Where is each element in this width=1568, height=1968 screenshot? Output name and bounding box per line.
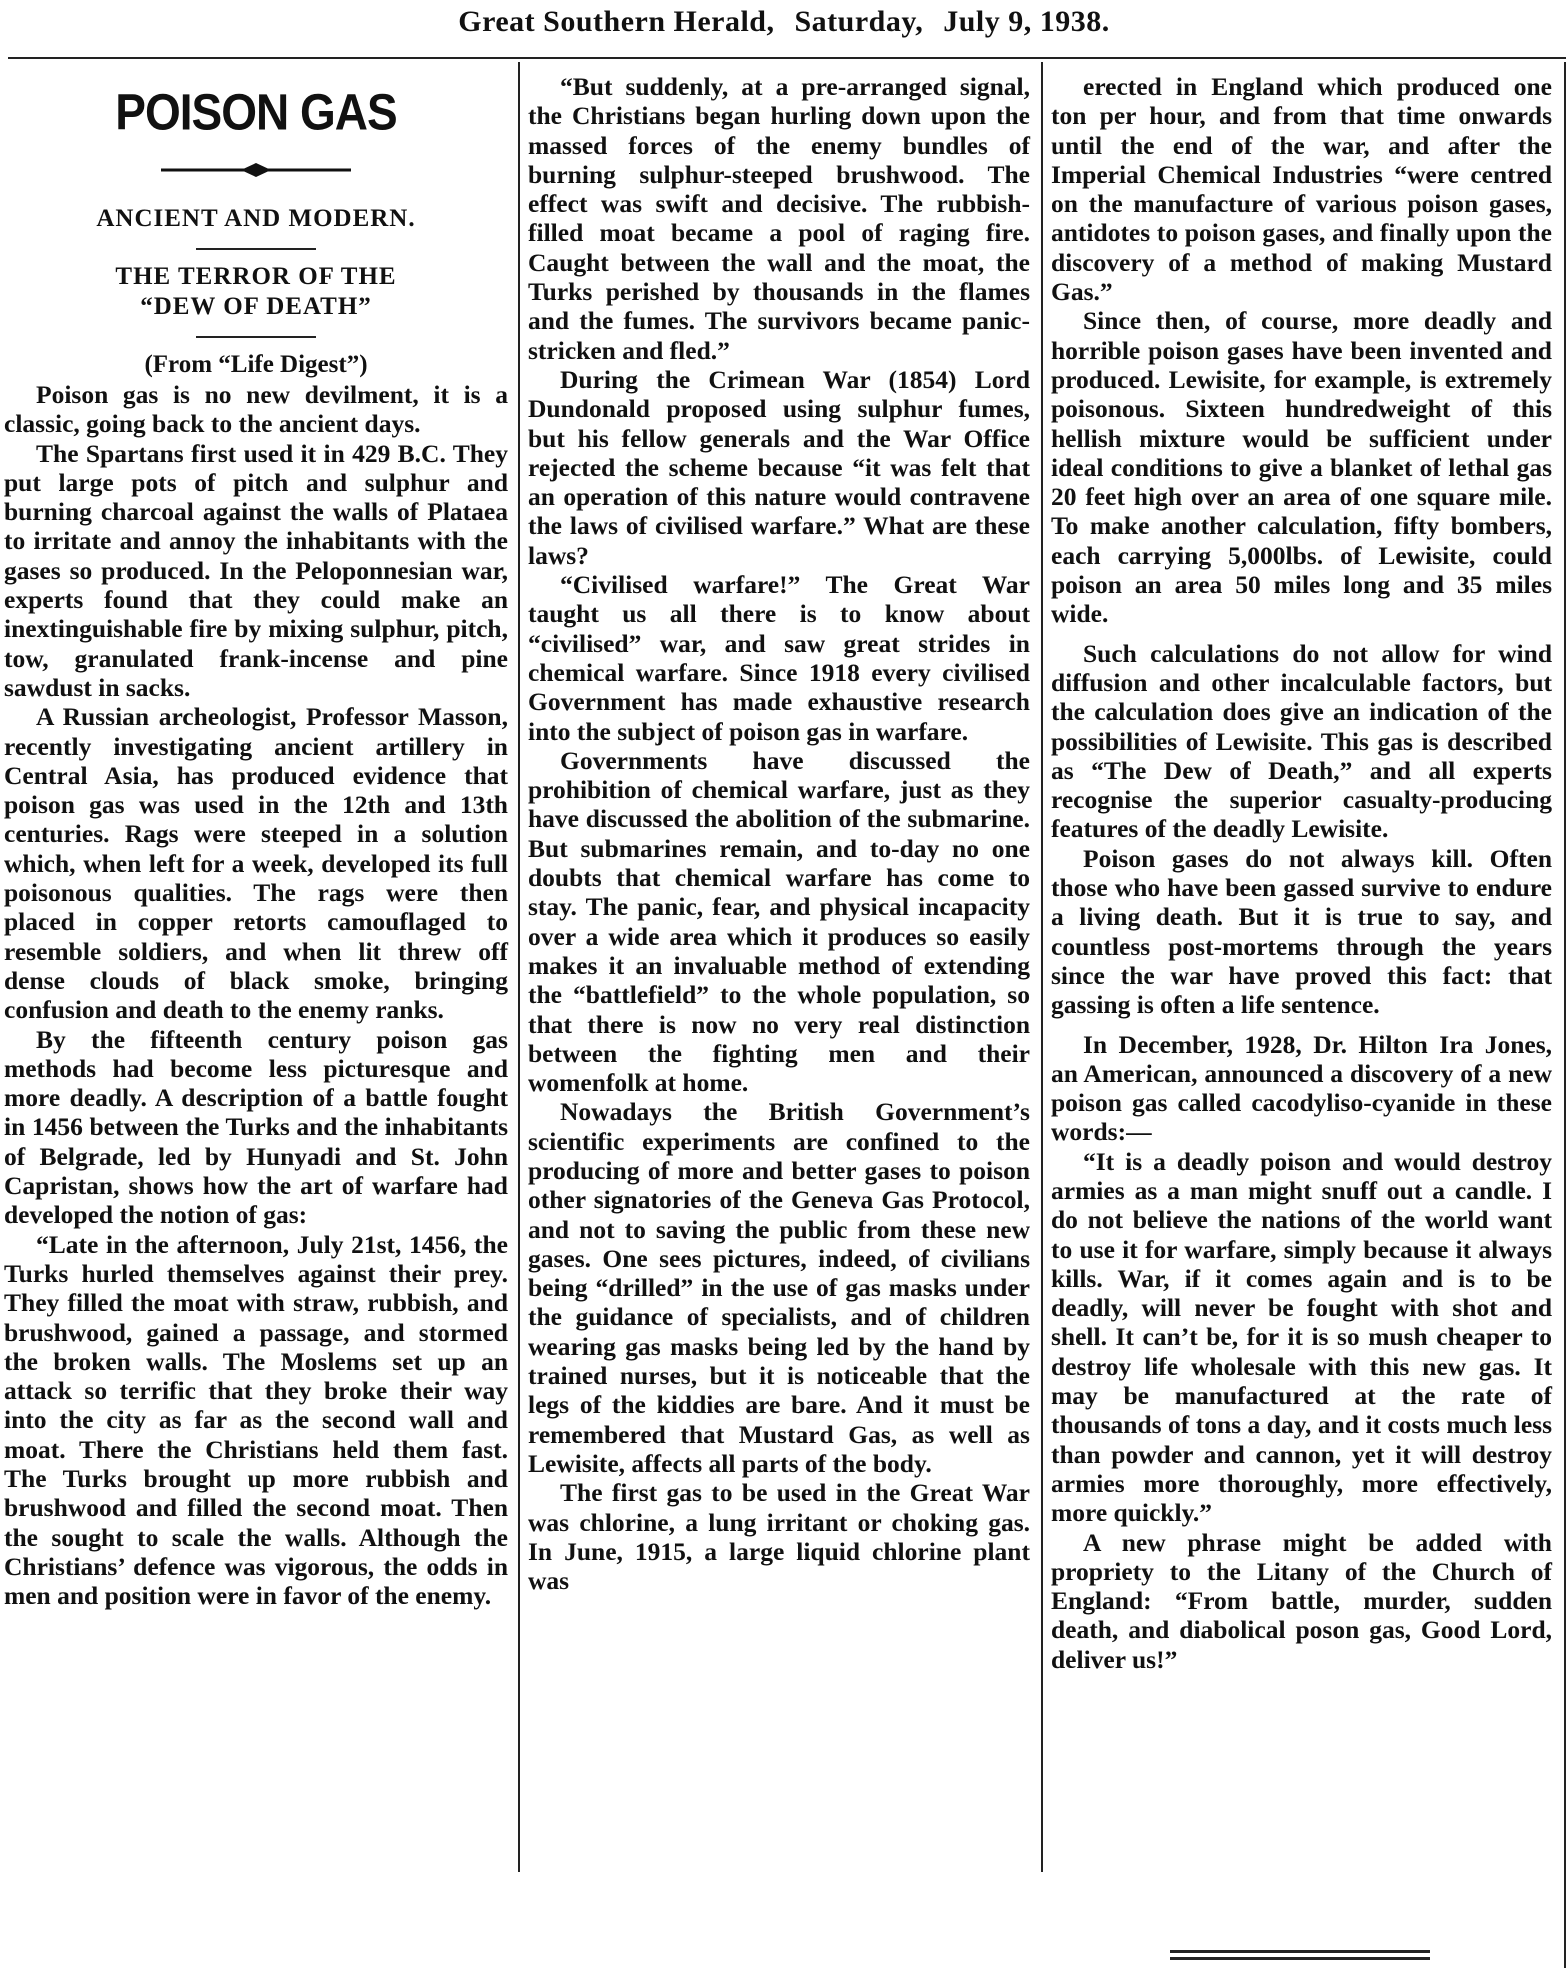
paragraph: By the fifteenth century poison gas methods had become less picturesque and more deadly. A description of a battle fought in 1456 between the Turks and the inhabitants of Belgrade, led by Hunyadi and St. John Capristan, shows how the art of warfare had developed the notion of gas:: [4, 1024, 508, 1230]
paragraph: The Spartans first used it in 429 B.C. They put large pots of pitch and sulphur and burning charcoal against the walls of Plataea to irritate and annoy the inhabitants with the gases so produced. In the Peloponnesian war, experts found that they could make an inextinguishable fire by mixing sulphur, pitch, tow, granulated frank-incense and pine sawdust in sacks.: [4, 438, 508, 702]
column-divider-1: [518, 62, 520, 1872]
subhead-ancient-modern: ANCIENT AND MODERN.: [96, 205, 416, 232]
column-1: [4, 72, 508, 1610]
subhead-divider: [196, 336, 316, 338]
paragraph: During the Crimean War (1854) Lord Dundonald proposed using sulphur fumes, but his fellow generals and the War Office rejected the scheme because “it was felt that an operation of this nature would contravene the laws of civilised warfare.” What are these laws?: [528, 364, 1030, 570]
paragraph: Governments have discussed the prohibition of chemical warfare, just as they have discussed the abolition of the submarine. But submarines remain, and to-day no one doubts that chemical warfare has come to stay. The panic, fear, and physical incapacity over a wide area which it produces so easily makes it an invaluable method of extending the “battlefield” to the whole population, so that there is now no very real distinction between the fighting men and their womenfolk at home.: [528, 745, 1030, 1098]
masthead-paper-name: Great Southern Herald,: [458, 5, 775, 38]
ornament-rule-icon: [161, 162, 351, 178]
column-3: [1051, 72, 1552, 1674]
paragraph: Nowadays the British Government’s scientific experiments are confined to the producing of more and better gases to poison other signatories of the Geneva Gas Protocol, and not to saving the public from these new gases. One sees pictures, indeed, of civilians being “drilled” in the use of gas masks under the guidance of specialists, and of children wearing gas masks being led by the hand by trained nurses, but it is noticeable that the legs of the kiddies are bare. And it must be remembered that Mustard Gas, as well as Lewisite, affects all parts of the body.: [528, 1097, 1030, 1478]
paragraph: “Late in the afternoon, July 21st, 1456, the Turks hurled themselves against their prey. They filled the moat with straw, rubbish, and brushwood, gained a passage, and stormed the broken walls. The Moslems set up an attack so terrific that they broke their way into the city as far as the second wall and moat. There the Christians held them fast. The Turks brought up more rubbish and brushwood and filled the second moat. Then the sought to scale the walls. Although the Christians’ defence was vigorous, the odds in men and position were in favor of the enemy.: [4, 1229, 508, 1611]
subhead-terror-line1: THE TERROR OF THE: [115, 263, 397, 290]
paragraph: A new phrase might be added with propriety to the Litany of the Church of England: “From battle, murder, sudden death, and diabolical poson gas, Good Lord, deliver us!”: [1051, 1527, 1552, 1674]
paragraph: “Civilised warfare!” The Great War taught us all there is to know about “civilised” war, and saw great strides in chemical warfare. Since 1918 every civilised Government has made exhaustive research into the subject of poison gas in warfare.: [528, 570, 1030, 746]
paragraph: In December, 1928, Dr. Hilton Ira Jones, an American, announced a discovery of a new poison gas called cacodyliso-cyanide in these words:—: [1051, 1029, 1552, 1147]
article-headline: POISON GAS: [115, 83, 397, 141]
masthead-day: Saturday,: [794, 5, 924, 38]
subhead-divider: [196, 248, 316, 250]
right-border: [1564, 62, 1566, 1968]
paragraph: Such calculations do not allow for wind diffusion and other incalculable factors, but the calculation does give an indication of the possibilities of Lewisite. This gas is described as “The Dew of Death,” and all experts recognise the superior casualty-producing features of the deadly Lewisite.: [1051, 638, 1552, 844]
column-2: [528, 72, 1030, 1595]
paragraph: A Russian archeologist, Professor Masson, recently investigating ancient artillery in Central Asia, has produced evidence that poison gas was used in the 12th and 13th centuries. Rags were steeped in a solution which, when left for a week, developed its full poisonous qualities. The rags were then placed in copper retorts camouflaged to resemble soldiers, and when lit threw off dense clouds of black smoke, bringing confusion and death to the enemy ranks.: [4, 702, 508, 1025]
masthead: [0, 0, 1568, 58]
paragraph: “It is a deadly poison and would destroy armies as a man might snuff out a candle. I do not believe the nations of the world want to use it for warfare, simply because it always kills. War, if it comes again and is to be deadly, will never be fought with shot and shell. It can’t be, for it is so mush cheaper to destroy life wholesale with this new gas. It may be manufactured at the rate of thousands of tons a day, and it costs much less than powder and cannon, yet it will destroy armies more thoroughly, more effectively, more quickly.”: [1051, 1146, 1552, 1528]
article-end-rule: [1170, 1957, 1430, 1960]
column-divider-2: [1041, 62, 1043, 1872]
paragraph: erected in England which produced one ton per hour, and from that time onwards until the end of the war, and after the Imperial Chemical Industries “were centred on the manufacture of various poison gases, antidotes to poison gases, and finally upon the discovery of a method of making Mustard Gas.”: [1051, 72, 1552, 307]
paragraph: Poison gas is no new devilment, it is a classic, going back to the ancient days.: [4, 380, 508, 439]
paragraph: The first gas to be used in the Great War was chlorine, a lung irritant or choking gas. In June, 1915, a large liquid chlorine plant was: [528, 1478, 1030, 1596]
masthead-date: July 9, 1938.: [943, 5, 1110, 38]
paragraph: “But suddenly, at a pre-arranged signal, the Christians began hurling down upon the massed forces of the enemy bundles of burning sulphur-steeped brushwood. The effect was swift and decisive. The rubbish-filled moat became a pool of raging fire. Caught between the wall and the moat, the Turks perished by thousands in the flames and the fumes. The survivors became panic-stricken and fled.”: [528, 72, 1030, 365]
paragraph: Poison gases do not always kill. Often those who have been gassed survive to endure a living death. But it is true to say, and countless post-mortems through the years since the war have proved this fact: that gassing is often a life sentence.: [1051, 843, 1552, 1020]
article-end-rule: [1170, 1950, 1430, 1953]
masthead-rule: [8, 57, 1566, 59]
subhead-terror-line2: “DEW OF DEATH”: [140, 293, 372, 320]
paragraph: Since then, of course, more deadly and horrible poison gases have been invented and produced. Lewisite, for example, is extremely poisonous. Sixteen hundredweight of this hellish mixture would be sufficient under ideal conditions to give a blanket of lethal gas 20 feet high over an area of one square mile. To make another calculation, fifty bombers, each carrying 5,000lbs. of Lewisite, could poison an area 50 miles long and 35 miles wide.: [1051, 306, 1552, 629]
article-source: (From “Life Digest”): [144, 351, 368, 378]
